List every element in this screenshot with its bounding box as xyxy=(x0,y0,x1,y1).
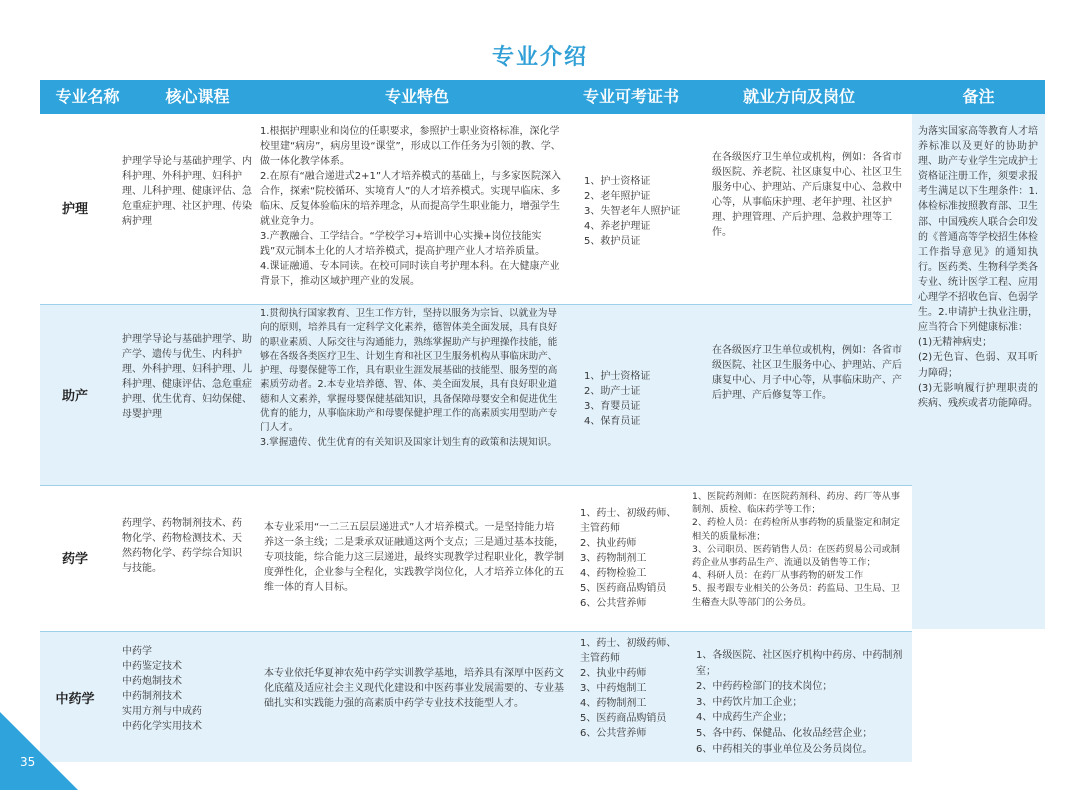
core-courses: 中药学 中药鉴定技术 中药炮制技术 中药制剂技术 实用方剂与中成药 中药化学实用技术 xyxy=(122,646,202,732)
core-courses: 护理学导论与基础护理学、内科护理、外科护理、妇科护理、儿科护理、健康评估、急危重症护理、社区护理、传染病护理 xyxy=(122,156,252,227)
certificates: 1、护士资格证 2、助产士证 3、育婴员证 4、保育员证 xyxy=(584,371,651,427)
major-features: 本专业依托华夏神农苑中药学实训教学基地，培养具有深厚中医药文化底蕴及适应社会主义现代化建设和中医药事业发展需要的、专业基础扎实和实践能力强的高素质中药学专业技术技能型人才。 xyxy=(264,668,564,709)
header-certificates: 专业可考证书 xyxy=(582,87,679,106)
major-name: 护理 xyxy=(61,202,88,217)
page-number: 35 xyxy=(20,755,36,769)
table-row xyxy=(40,305,912,485)
major-name: 助产 xyxy=(61,389,88,404)
table-row xyxy=(40,632,912,762)
major-name: 中药学 xyxy=(55,692,95,707)
table-row xyxy=(40,486,912,631)
table-row xyxy=(40,114,912,304)
header-major-name: 专业名称 xyxy=(55,87,120,106)
page-title: 专业介绍 xyxy=(491,45,588,70)
notes-text: 为落实国家高等教育人才培养标准以及更好的协助护理、助产专业学生完成护士资格证注册工作，须要求报考生满足以下生理条件：1.体检标准按照教育部、卫生部、中国残疾人联合会印发的《普通高等学校招生体检工作指导意见》的通知执行。医药类、生物科学类各专业、统计医学工程、应用心理学不招收色盲、色弱学生。2.申请护士执业注册，应当符合下列健康标准： (1)无精神病史； (2)无色盲、色弱、双耳听力障碍； (3)无影响履行护理职责的疾病、残疾或者功能障碍。 xyxy=(918,126,1038,409)
certificates: 1、护士资格证 2、老年照护证 3、失智老年人照护证 4、养老护理证 5、救护员证 xyxy=(584,176,681,247)
header-notes: 备注 xyxy=(962,87,995,106)
employment: 1、各级医院、社区医疗机构中药房、中药制剂室； 2、中药药检部门的技术岗位； 3、中药饮片加工企业； 4、中成药生产企业； 5、各中药、保健品、化妆品经营企业； 6、中药相关的事业单位及公务员岗位。 xyxy=(696,650,903,755)
header-core-courses: 核心课程 xyxy=(165,87,230,106)
table-header xyxy=(40,80,1045,114)
header-employment: 就业方向及岗位 xyxy=(742,87,855,106)
employment: 在各级医疗卫生单位或机构，例如：各省市级医院、社区卫生服务中心、护理站、产后康复中心、月子中心等，从事临床助产、产后护理、产后修复等工作。 xyxy=(712,345,902,401)
certificates: 1、药士、初级药师、主管药师 2、执业药师 3、药物制剂工 4、药物检验工 5、医药商品购销员 6、公共营养师 xyxy=(580,508,677,609)
core-courses: 护理学导论与基础护理学、助产学、遗传与优生、内科护理、外科护理、妇科护理、儿科护理、健康评估、急危重症护理、优生优育、妇幼保健、母婴护理 xyxy=(122,334,252,420)
major-name: 药学 xyxy=(61,552,88,567)
employment: 在各级医疗卫生单位或机构，例如：各省市级医院、养老院、社区康复中心、社区卫生服务中心、护理站、产后康复中心、急救中心等，从事临床护理、老年护理、社区护理、护理管理、产后护理、急救护理等工作。 xyxy=(712,152,902,238)
header-features: 专业特色 xyxy=(384,87,449,106)
major-features: 1.根据护理职业和岗位的任职要求，参照护士职业资格标准，深化学校里建“病房”，病房里设“课堂”，形成以工作任务为引领的教、学、做一体化教学体系。 2.在原有“融合递进式2+1”人才培养模式的基础上，与多家医院深入合作，探索“院校循环、实境育人”的人才培养模式。实现早临床、多临床、反复体验临床的培养理念，从而提高学生职业能力，增强学生就业竞争力。 3.产教融合、工学结合。“学校学习+培训中心实操+岗位技能实践”双元制本土化的人才培养模式，提高护理产业人才培养质量。 4.课证融通、专本同读。在校可同时读自考护理本科。在大健康产业背景下，推动区域护理产业的发展。 xyxy=(260,126,562,287)
core-courses: 药理学、药物制剂技术、药物化学、药物检测技术、天然药物化学、药学综合知识与技能。 xyxy=(122,518,242,574)
major-features: 1.贯彻执行国家教育、卫生工作方针，坚持以服务为宗旨、以就业为导向的原则，培养具有一定科学文化素养，德智体美全面发展，具有良好的职业素质、人际交往与沟通能力，熟练掌握助产与护理操作技能，能够在各级各类医疗卫生、计划生育和社区卫生服务机构从事临床助产、护理、母婴保健等工作，具有职业生涯发展基础的技能型、服务型的高素质劳动者。2.本专业培养德、智、体、美全面发展，具有良好职业道德和人文素养，掌握母婴保健基础知识，具备保障母婴安全和促进优生优育的能力，从事临床助产和母婴保健护理工作的高素质实用型助产专门人才。 3.掌握遗传、优生优育的有关知识及国家计划生育的政策和法规知识。 xyxy=(260,308,558,448)
corner-decoration xyxy=(0,712,78,790)
major-features: 本专业采用“一二三五层层递进式”人才培养模式。一是坚持能力培养这一条主线；二是秉承双证融通这两个支点；三是通过基本技能，专项技能，综合能力这三层递进，最终实现教学过程职业化，教学制度弹性化，企业参与全程化，实践教学岗位化，人才培养立体化的五维一体的育人目标。 xyxy=(264,522,564,593)
employment: 1、医院药剂师：在医院药剂科、药房、药厂等从事制剂、质检、临床药学等工作； 2、药检人员：在药检所从事药物的质量鉴定和制定相关的质量标准； 3、公司职员、医药销售人员：在医药贸易公司或制药企业从事药品生产、流通以及销售等工作； 4、科研人员：在药厂从事药物的研发工作 5、报考跟专业相关的公务员：药监局、卫生局、卫生稽查大队等部门的公务员。 xyxy=(692,491,900,608)
certificates: 1、药士、初级药师、主管药师 2、执业中药师 3、中药炮制工 4、药物制剂工 5、医药商品购销员 6、公共营养师 xyxy=(580,638,677,739)
